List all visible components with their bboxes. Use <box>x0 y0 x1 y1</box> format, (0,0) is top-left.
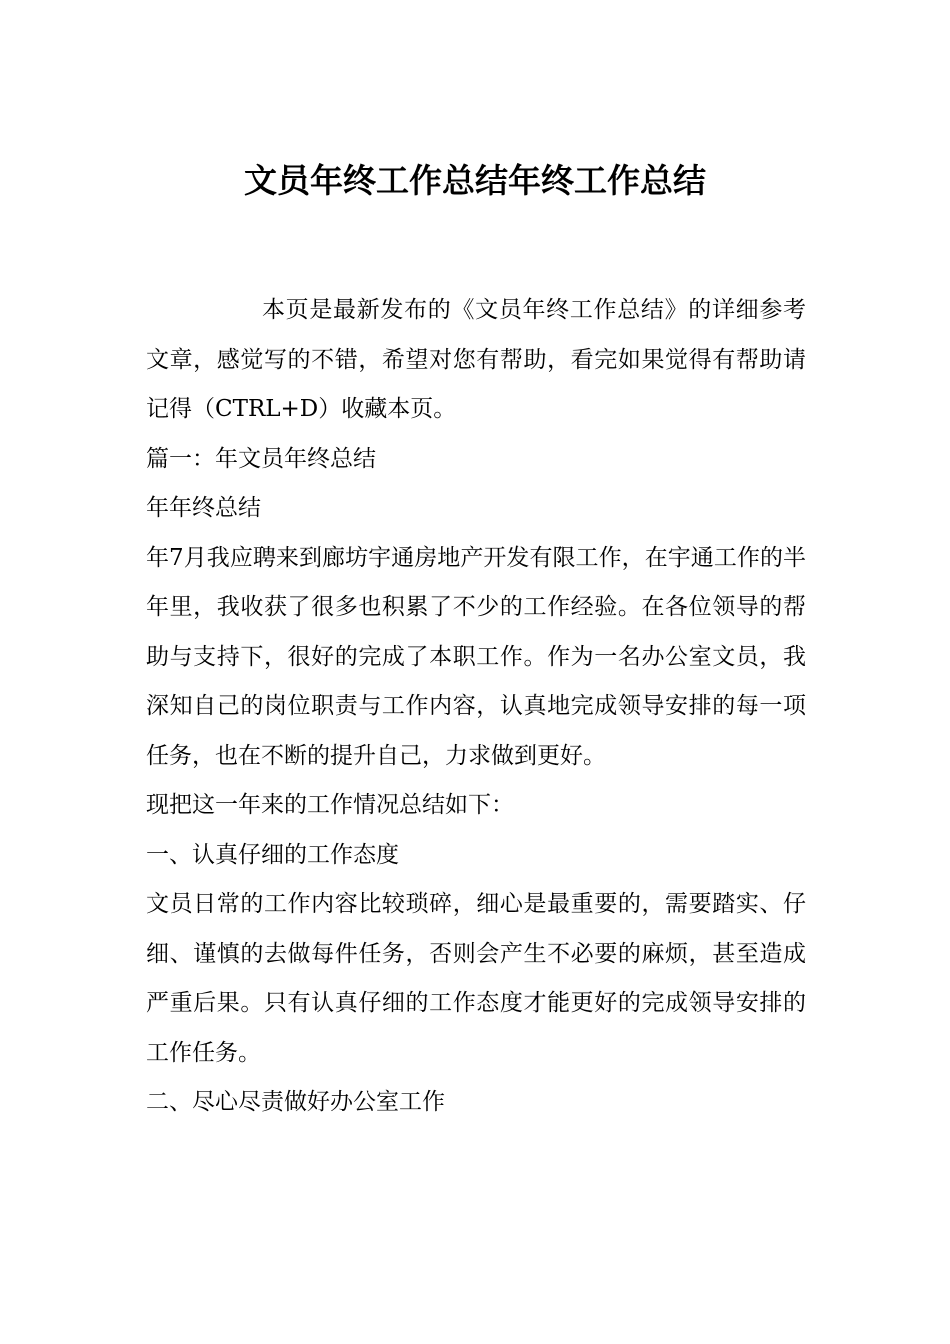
section-heading: 篇一：年文员年终总结 <box>146 445 376 472</box>
summary-intro-line: 现把这一年来的工作情况总结如下： <box>146 792 514 818</box>
intro-paragraph: 本页是最新发布的《文员年终工作总结》的详细参考文章，感觉写的不错，希望对您有帮助，看完如果觉得有帮助请记得（CTRL+D）收藏本页。 <box>146 297 806 422</box>
document-body <box>146 286 806 1128</box>
section-heading: 一、认真仔细的工作态度 <box>146 841 399 868</box>
body-paragraph: 年7月我应聘来到廊坊宇通房地产开发有限工作，在宇通工作的半年里，我收获了很多也积累了不少的工作经验。在各位领导的帮助与支持下，很好的完成了本职工作。作为一名办公室文员，我深知自己的岗位职责与工作内容，认真地完成领导安排的每一项任务，也在不断的提升自己，力求做到更好。 <box>146 544 806 769</box>
subtitle-line: 年年终总结 <box>146 495 261 521</box>
body-paragraph: 文员日常的工作内容比较琐碎，细心是最重要的，需要踏实、仔细、谨慎的去做每件任务，否则会产生不必要的麻烦，甚至造成严重后果。只有认真仔细的工作态度才能更好的完成领导安排的工作任务。 <box>146 891 806 1066</box>
section-heading: 二、尽心尽责做好办公室工作 <box>146 1089 445 1115</box>
document-title: 文员年终工作总结年终工作总结 <box>244 161 706 200</box>
